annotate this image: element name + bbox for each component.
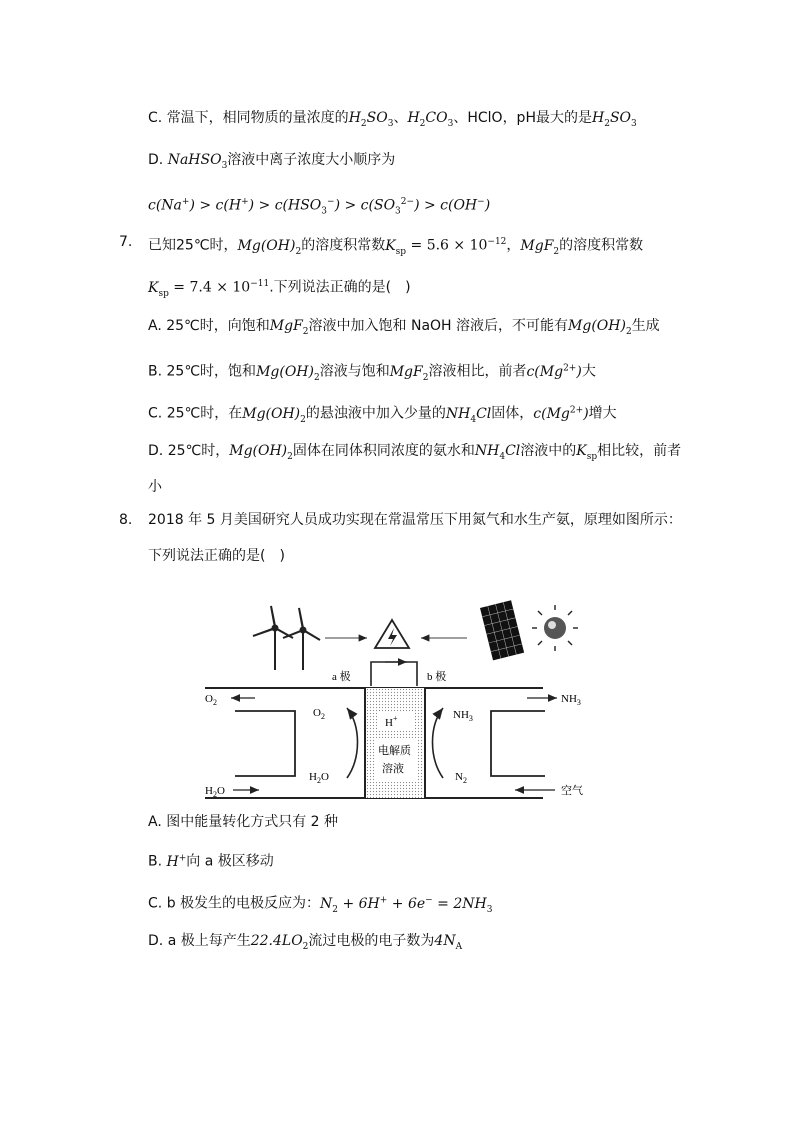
sun-icon <box>532 605 578 651</box>
cathode-chamber-outline <box>491 711 545 776</box>
q7-number: 7. <box>119 234 133 250</box>
q6-option-c: C. 常温下，相同物质的量浓度的$H_2SO_3$、$H_2CO_3$、HClO，pH最大的是$H_2SO_3$ <box>148 110 637 129</box>
wind-turbine-icon <box>283 608 320 670</box>
q7-option-d-cont: 小 <box>148 479 162 495</box>
q7-option-a: A. 25℃时，向饱和MgF$_2$溶液中加入饱和 NaOH 溶液后，不可能有$Mg(OH)_2$生成 <box>148 318 660 337</box>
anode-reaction-arrow <box>347 708 358 778</box>
anode-chamber-outline <box>235 711 295 776</box>
air-inlet-label: 空气 <box>561 785 583 797</box>
q8-number: 8. <box>119 512 133 528</box>
q6-option-d: D. NaHSO$_3$溶液中离子浓度大小顺序为 <box>148 152 396 171</box>
electrode-a-label: a 极 <box>332 671 351 683</box>
q8-option-d: D. a 极上每产生$22.4LO_2$流过电极的电子数为$4N_A$ <box>148 933 463 952</box>
electrolyte-label-line2: 溶液 <box>382 763 404 775</box>
q7-stem-line2: $K_{sp} = 7.4 \times 10^{-11}$.下列说法正确的是( ) <box>148 279 411 299</box>
nh3-outlet-label: $NH_3$ <box>561 693 581 707</box>
q7-stem-line1: 已知25℃时，$Mg(OH)_2$的溶度积常数$K_{sp} = 5.6 \times 10^{-12}$，MgF$_2$的溶度积常数 <box>148 237 644 257</box>
cathode-reaction-arrow <box>433 708 444 778</box>
n2-inner-label: $N_2$ <box>455 771 467 785</box>
q8-option-b: B. H+向 a 极区移动 <box>148 853 274 870</box>
lightning-warning-icon <box>375 620 409 648</box>
q7-option-d: D. 25℃时，$Mg(OH)_2$固体在同体积同浓度的氨水和$NH_4Cl$溶液中的$K_{sp}$相比较，前者 <box>148 443 682 462</box>
o2-outlet-label: $O_2$ <box>205 693 217 707</box>
proton-label: H+ <box>385 714 398 729</box>
q7-option-c: C. 25℃时，在$Mg(OH)_2$的悬浊液中加入少量的$NH_4Cl$固体，$c(Mg^{2+})$增大 <box>148 405 617 425</box>
ammonia-synthesis-diagram <box>195 598 595 806</box>
h2o-inlet-label: $H_2O$ <box>205 785 225 799</box>
q8-stem-line1: 2018 年 5 月美国研究人员成功实现在常温常压下用氮气和水生产氨，原理如图所示： <box>148 512 682 528</box>
q6-option-d-formula: $c(Na^+) > c(H^+) > c(HSO_3^-) > c(SO_3^{2-}) > c(OH^-)$ <box>148 197 491 217</box>
electrode-b-label: b 极 <box>427 671 447 683</box>
nh3-inner-label: $NH_3$ <box>453 709 473 723</box>
h2o-inner-label: $H_2O$ <box>309 771 329 785</box>
electrolyte-label-line1: 电解质 <box>378 745 411 757</box>
q8-option-c: C. b 极发生的电极反应为：$N_2 + 6H^+ + 6e^- = 2NH_3$ <box>148 895 493 915</box>
q8-stem-line2: 下列说法正确的是( ) <box>148 548 285 564</box>
q7-option-b: B. 25℃时，饱和$Mg(OH)_2$溶液与饱和MgF$_2$溶液相比，前者$c(Mg^{2+})$大 <box>148 363 596 383</box>
external-circuit <box>371 662 417 686</box>
solar-panel-icon <box>480 600 524 660</box>
wind-turbine-icon <box>253 606 293 670</box>
o2-inner-label: $O_2$ <box>313 707 325 721</box>
q8-option-a: A. 图中能量转化方式只有 2 种 <box>148 814 339 830</box>
